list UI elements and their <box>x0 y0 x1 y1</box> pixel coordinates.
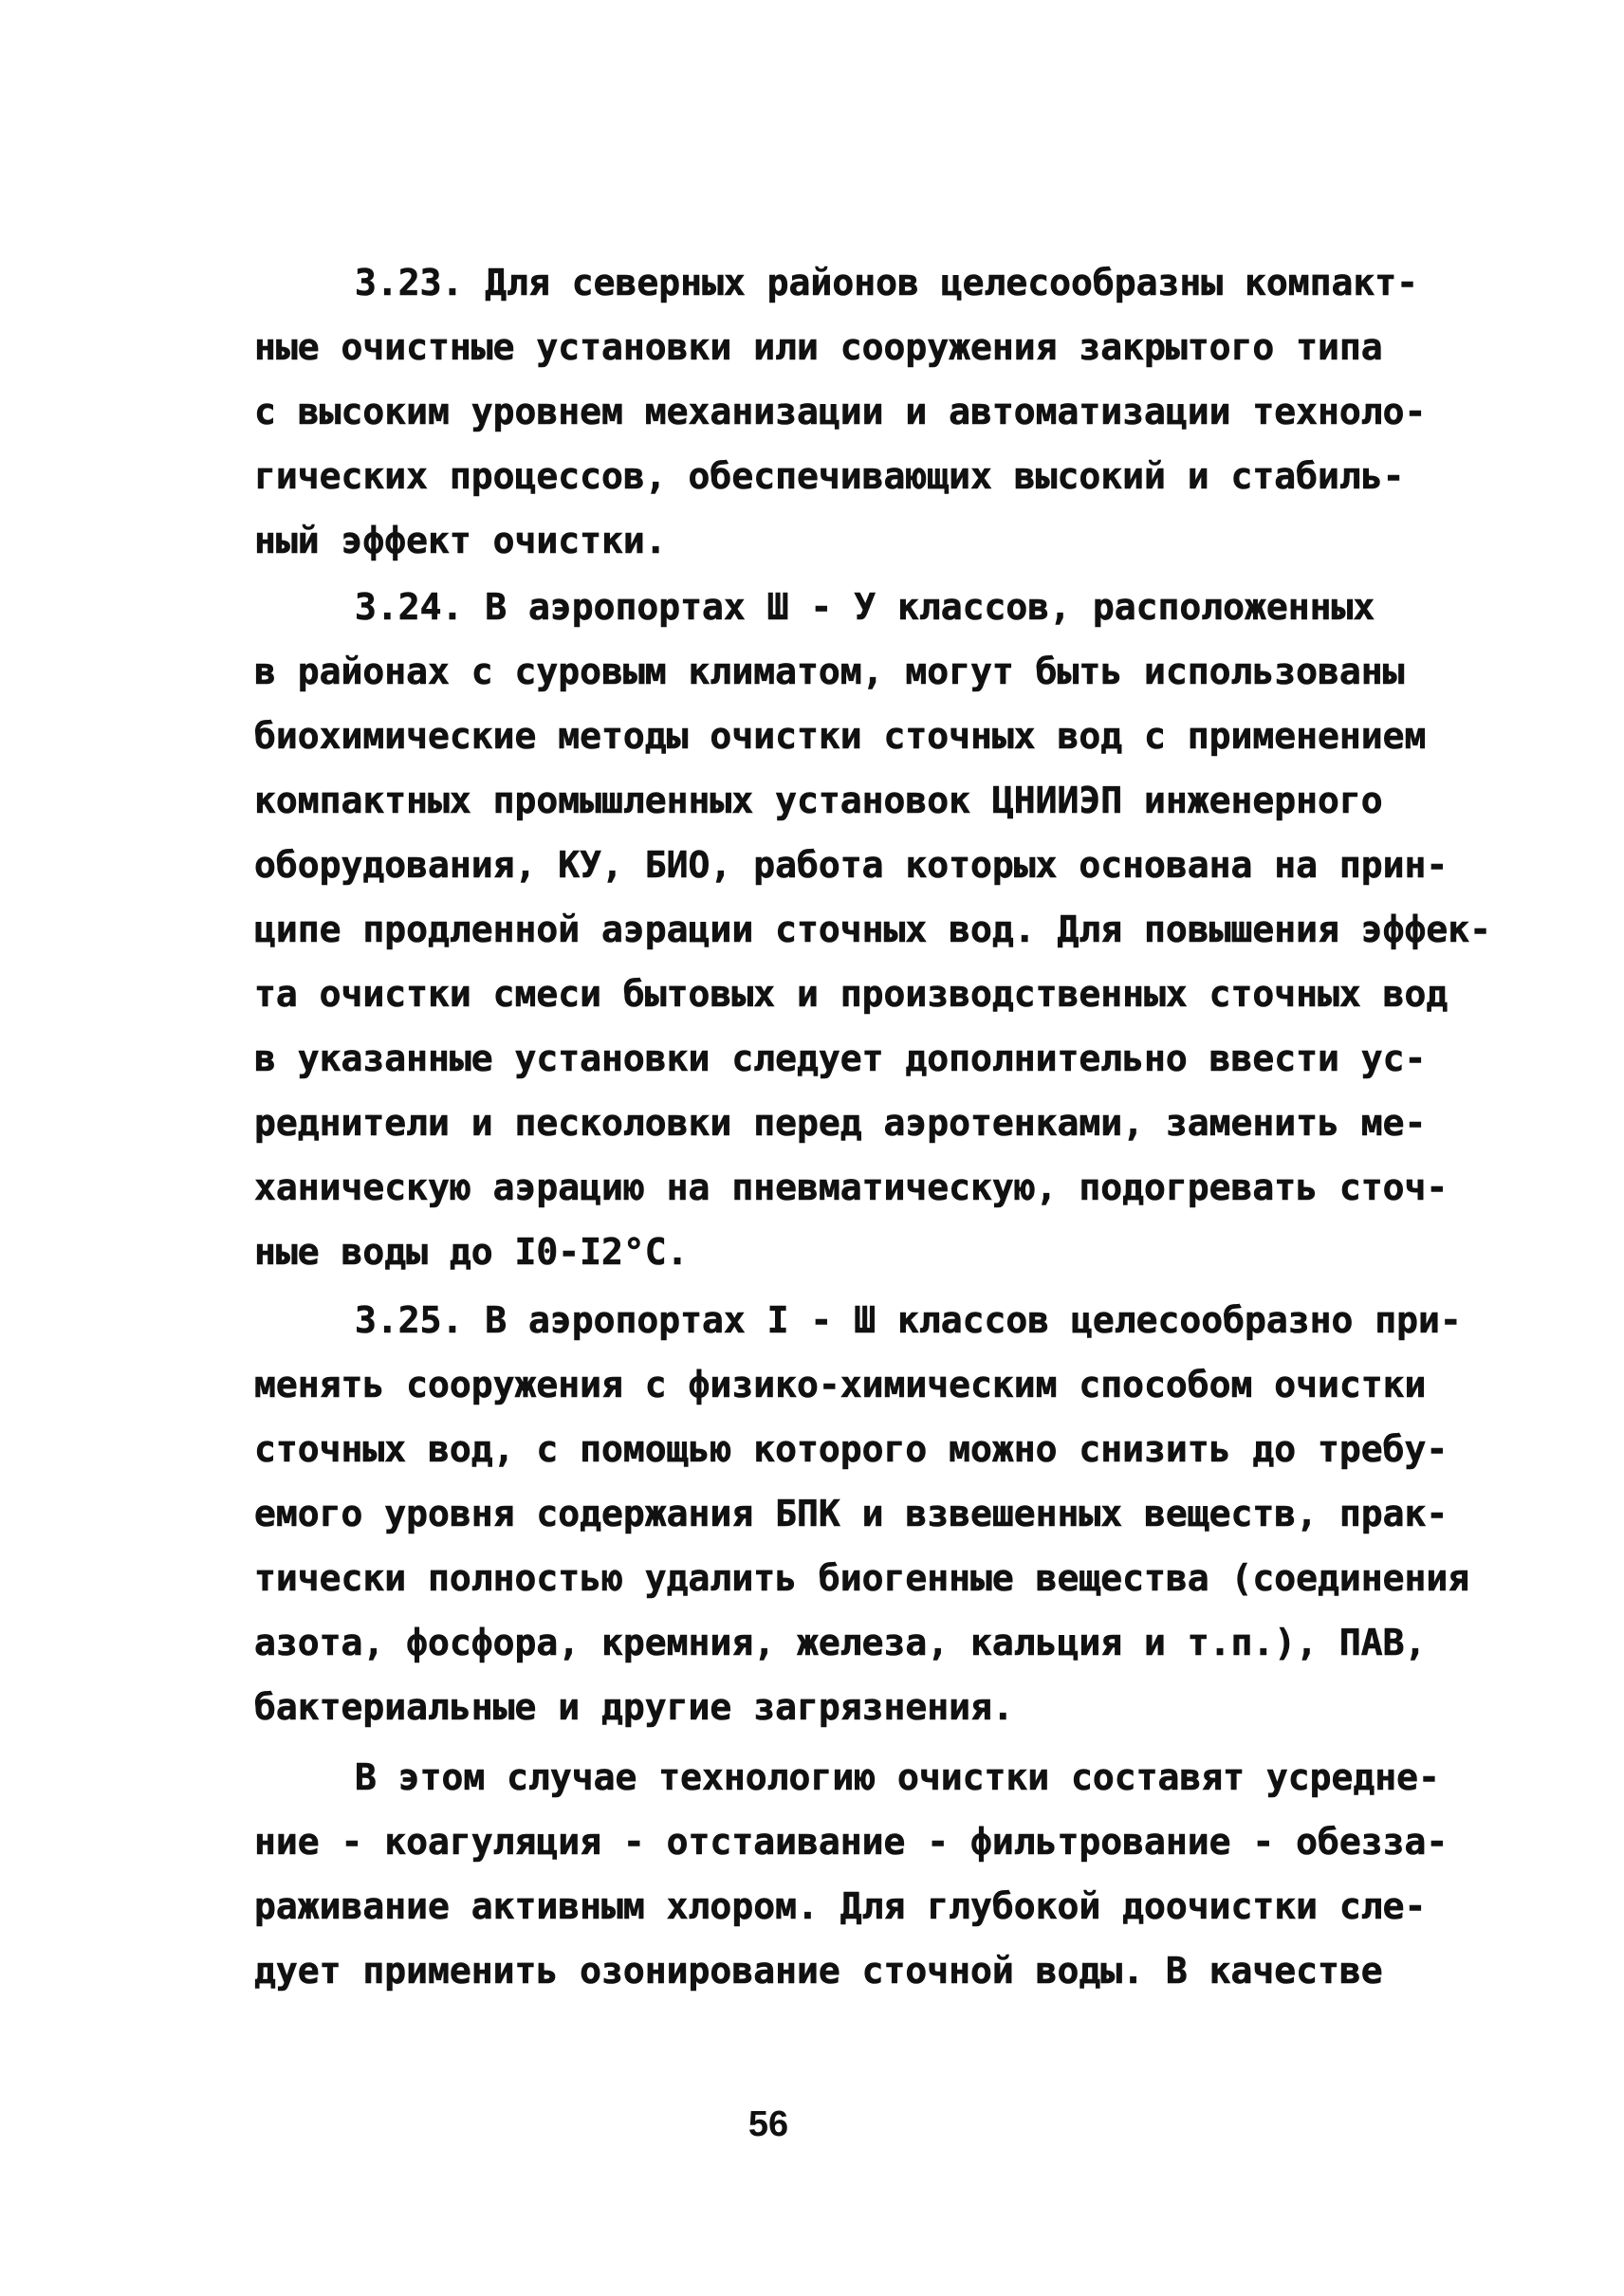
paragraph-treatment-line: раживание активным хлором. Для глубокой доочистки сле- <box>254 1885 1427 1927</box>
paragraph-3-24-line: та очистки смеси бытовых и производственных сточных вод <box>254 973 1449 1015</box>
paragraph-3-23-line: с высоким уровнем механизации и автоматизации техноло- <box>254 391 1427 432</box>
paragraph-treatment-line: дует применить озонирование сточной воды. В качестве <box>254 1950 1383 1992</box>
paragraph-3-25-line: емого уровня содержания БПК и взвешенных веществ, прак- <box>254 1493 1449 1534</box>
paragraph-3-24-line: биохимические методы очистки сточных вод с применением <box>254 715 1427 757</box>
paragraph-3-24-line: в указанные установки следует дополнительно ввести ус- <box>254 1038 1427 1079</box>
paragraph-3-24-line: компактных промышленных установок ЦНИИЭП инженерного <box>254 780 1383 821</box>
paragraph-3-24-line: ные воды до I0-I2°С. <box>254 1231 689 1273</box>
paragraph-3-25-line: бактериальные и другие загрязнения. <box>254 1686 1014 1728</box>
page-number: 56 <box>747 2104 789 2144</box>
paragraph-3-25-line: 3.25. В аэропортах I - Ш классов целесообразно при- <box>355 1299 1462 1341</box>
paragraph-3-25-line: менять сооружения с физико-химическим способом очистки <box>254 1364 1427 1405</box>
paragraph-3-23-line: ный эффект очистки. <box>254 520 667 561</box>
paragraph-3-23-line: ные очистные установки или сооружения закрытого типа <box>254 326 1383 368</box>
paragraph-3-25-line: тически полностью удалить биогенные вещества (соединения <box>254 1557 1470 1599</box>
paragraph-3-24-line: ханическую аэрацию на пневматическую, подогревать сточ- <box>254 1166 1449 1208</box>
paragraph-3-23-line: 3.23. Для северных районов целесообразны компакт- <box>355 262 1419 303</box>
paragraph-3-24-line: реднители и песколовки перед аэротенками, заменить ме- <box>254 1102 1427 1144</box>
paragraph-3-24-line: оборудования, КУ, БИО, работа которых основана на прин- <box>254 844 1449 886</box>
paragraph-3-24-line: ципе продленной аэрации сточных вод. Для повышения эффек- <box>254 909 1492 950</box>
paragraph-3-24-line: в районах с суровым климатом, могут быть использованы <box>254 651 1405 692</box>
paragraph-treatment-line: ние - коагуляция - отстаивание - фильтрование - обезза- <box>254 1821 1449 1863</box>
paragraph-3-23-line: гических процессов, обеспечивающих высокий и стабиль- <box>254 455 1405 497</box>
paragraph-3-25-line: азота, фосфора, кремния, железа, кальция и т.п.), ПАВ, <box>254 1622 1427 1663</box>
paragraph-treatment-line: В этом случае технологию очистки составят усредне- <box>355 1756 1440 1798</box>
paragraph-3-25-line: сточных вод, с помощью которого можно снизить до требу- <box>254 1428 1449 1470</box>
paragraph-3-24-line: 3.24. В аэропортах Ш - У классов, расположенных <box>355 586 1375 628</box>
